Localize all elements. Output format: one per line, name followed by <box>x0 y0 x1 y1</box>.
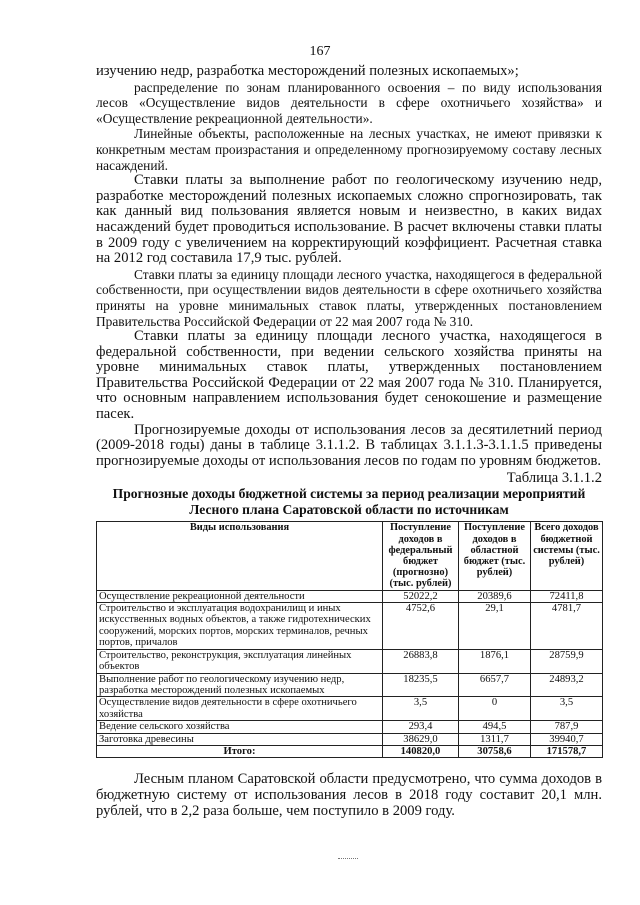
scan-mark <box>338 858 358 861</box>
paragraph-6: Прогнозируемые доходы от использования лесов за десятилетний период (2009-2018 годы) даны в таблице 3.1.1.2. В таблицах 3.1.1.3-3.1.1.5 приведены прогнозируемые доходы от использования лесов по годам по уровням бюджетов. <box>96 421 602 469</box>
table-caption: Таблица 3.1.1.2 <box>506 470 602 487</box>
table-total-row <box>97 745 603 757</box>
cell-regional: 494,5 <box>459 721 531 733</box>
cell-usage: Ведение сельского хозяйства <box>97 721 383 733</box>
cell-federal: 18235,5 <box>383 673 459 697</box>
cell-usage: Строительство, реконструкция, эксплуатация линейных объектов <box>97 649 383 673</box>
header-usage-type: Виды использования <box>97 522 383 590</box>
header-regional: Поступление доходов в областной бюджет (тыс. рублей) <box>459 522 531 590</box>
header-federal: Поступление доходов в федеральный бюджет (прогнозно) (тыс. рублей) <box>383 522 459 590</box>
cell-total: 28759,9 <box>531 649 603 673</box>
table-row <box>97 590 603 602</box>
cell-regional: 1311,7 <box>459 733 531 745</box>
closing-paragraph: Лесным планом Саратовской области предусмотрено, что сумма доходов в бюджетную систему от использования лесов в 2018 году составит 20,1 млн. рублей, что в 2,2 раза больше, чем поступило в 2009 году. <box>96 771 602 819</box>
cell-total: 4781,7 <box>531 603 603 650</box>
table-row <box>97 733 603 745</box>
paragraph-5: Ставки платы за единицу площади лесного участка, находящегося в федеральной собственности, при ведении сельского хозяйства приняты на уровне минимальных ставок платы, утвержденных постановлением Правительства Российской Федерации от 22 мая 2007 года № 310. Планируется, что основным направлением использования будет сенокошение и размещение пасек. <box>96 328 602 423</box>
total-all: 171578,7 <box>531 745 603 757</box>
header-total: Всего доходов бюджетной системы (тыс. рублей) <box>531 522 603 590</box>
cell-usage: Осуществление рекреационной деятельности <box>97 590 383 602</box>
cell-total: 3,5 <box>531 697 603 721</box>
total-federal: 140820,0 <box>383 745 459 757</box>
cell-federal: 3,5 <box>383 697 459 721</box>
cell-usage: Заготовка древесины <box>97 733 383 745</box>
cell-regional: 6657,7 <box>459 673 531 697</box>
cell-regional: 29,1 <box>459 603 531 650</box>
total-label: Итого: <box>97 745 383 757</box>
revenue-table <box>96 521 603 758</box>
cell-usage: Выполнение работ по геологическому изучению недр, разработка месторождений полезных ископаемых <box>97 673 383 697</box>
table-row <box>97 603 603 650</box>
paragraph-2: Линейные объекты, расположенные на лесных участках, не имеют привязки к конкретным местам произрастания и определенному прогнозируемому составу лесных насаждений. <box>96 126 602 173</box>
paragraph-3: Ставки платы за выполнение работ по геологическому изучению недр, разработке месторождений полезных ископаемых сложно спрогнозировать, так как данный вид пользования является новым и неизвестно, в каких видах насаждений будет проводиться использование. В расчет включены ставки платы в 2009 году с увеличением на корректирующий коэффициент. Расчетная ставка на 2012 год составила 17,9 тыс. рублей. <box>96 172 602 267</box>
paragraph-4: Ставки платы за единицу площади лесного участка, находящегося в федеральной собственности, при осуществлении видов деятельности в сфере охотничьего хозяйства приняты на уровне минимальных ставок платы, утвержденных постановлением Правительства Российской Федерации от 22 мая 2007 года № 310. <box>96 266 602 329</box>
cell-usage: Осуществление видов деятельности в сфере охотничьего хозяйства <box>97 697 383 721</box>
document-body <box>96 64 602 819</box>
cell-total: 39940,7 <box>531 733 603 745</box>
paragraph-0: изучению недр, разработка месторождений полезных ископаемых»; <box>96 63 519 79</box>
total-regional: 30758,6 <box>459 745 531 757</box>
cell-regional: 20389,6 <box>459 590 531 602</box>
cell-regional: 1876,1 <box>459 649 531 673</box>
table-title: Прогнозные доходы бюджетной системы за период реализации мероприятий Лесного плана Саратовской области по источникам <box>112 486 586 518</box>
table-row <box>97 697 603 721</box>
cell-total: 24893,2 <box>531 673 603 697</box>
cell-total: 72411,8 <box>531 590 603 602</box>
cell-federal: 52022,2 <box>383 590 459 602</box>
cell-usage: Строительство и эксплуатация водохранилищ и иных искусственных водных объектов, а также гидротехнических сооружений, морских портов, морских терминалов, речных портов, причалов <box>97 603 383 650</box>
table-row <box>97 673 603 697</box>
table-row <box>97 721 603 733</box>
cell-federal: 4752,6 <box>383 603 459 650</box>
cell-federal: 26883,8 <box>383 649 459 673</box>
cell-regional: 0 <box>459 697 531 721</box>
table-row <box>97 649 603 673</box>
page-number: 167 <box>309 44 331 59</box>
paragraph-1: распределение по зонам планированного освоения – по виду использования лесов «Осуществление видов деятельности в сфере охотничьего хозяйства» и «Осуществление рекреационной деятельности». <box>96 79 602 126</box>
cell-federal: 38629,0 <box>383 733 459 745</box>
table-header-row <box>97 522 603 590</box>
cell-federal: 293,4 <box>383 721 459 733</box>
cell-total: 787,9 <box>531 721 603 733</box>
